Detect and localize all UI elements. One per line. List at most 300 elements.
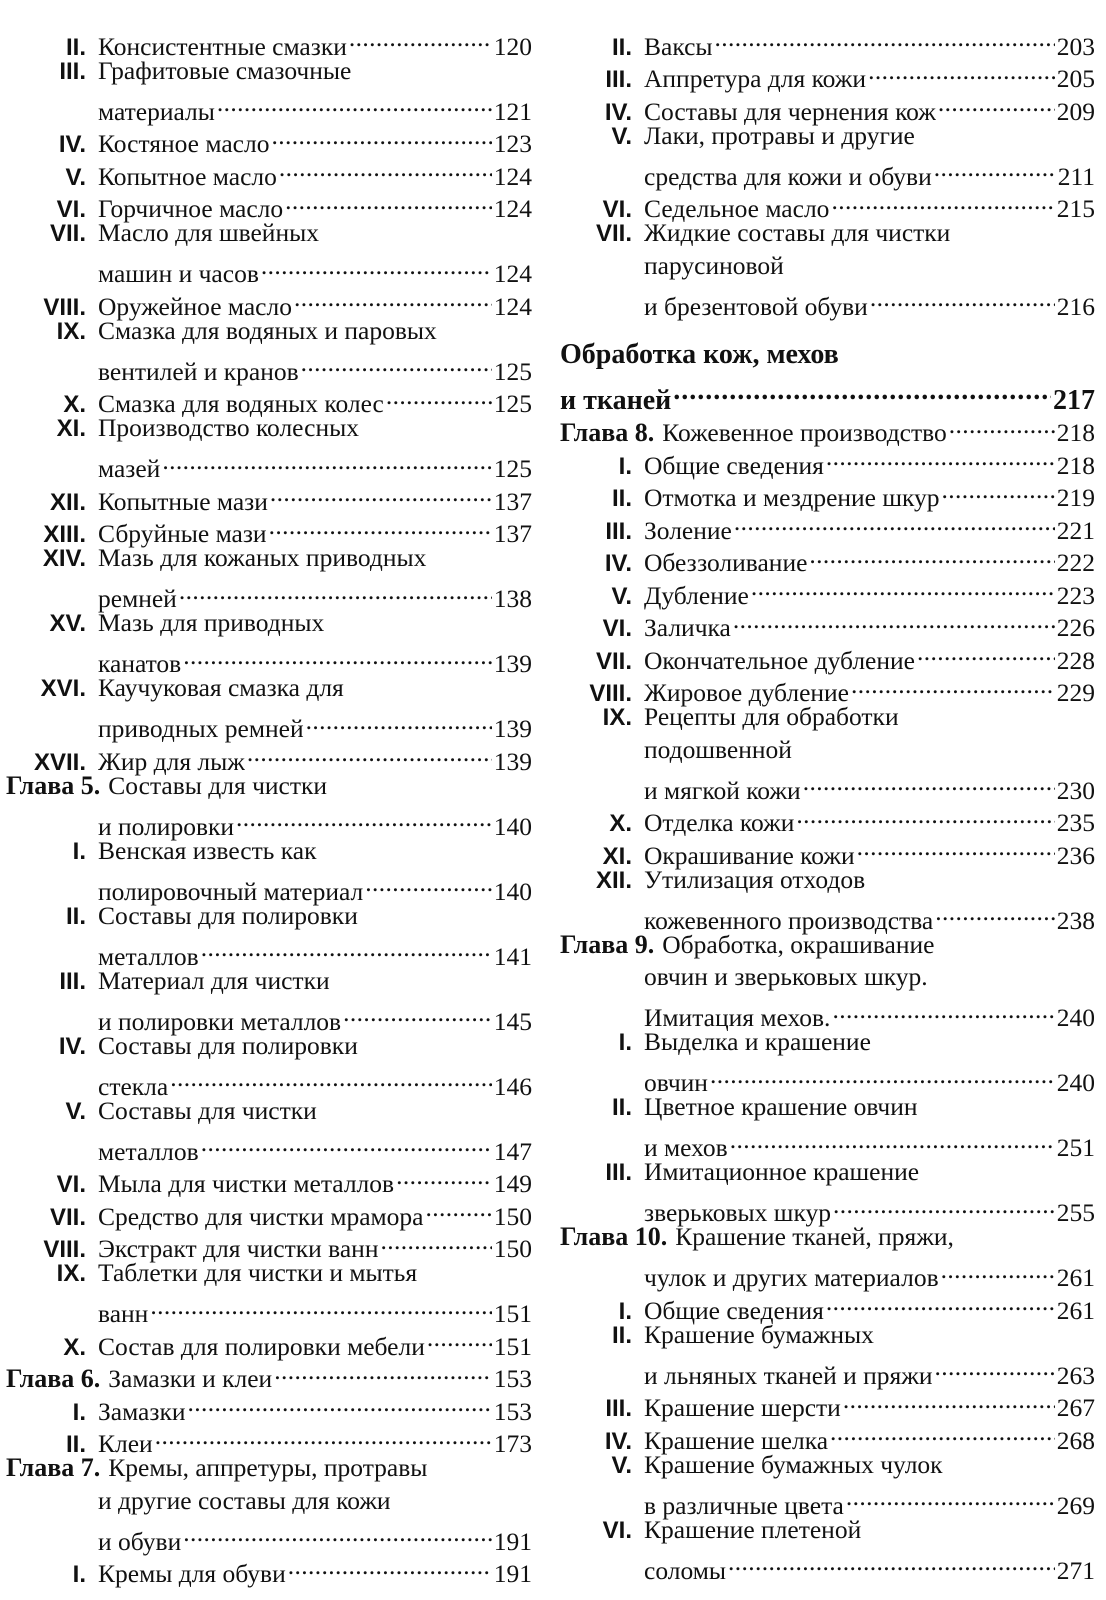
toc-entry-cont [560,1351,1095,1390]
dot-leader [199,932,492,965]
entry-title: Окончательное дубление [644,645,915,675]
toc-entry [6,1550,532,1588]
section-number: V. [611,1451,632,1479]
toc-chapter [560,929,1095,962]
section-number: I. [618,452,632,480]
section-number: IV. [604,1427,632,1455]
entry-title: Оружейное масло [98,291,292,321]
section-number: I. [618,1029,632,1056]
entry-title: Состав для полировки мебели [98,1331,425,1361]
section-number: III. [605,1395,632,1422]
entry-title: металлов [98,1136,199,1166]
section-number: I. [618,1297,632,1325]
page-number: 219 [1056,483,1095,512]
section-number: VI. [602,615,632,642]
entry-title: Горчичное масло [98,194,284,223]
dot-leader [749,571,1055,604]
toc-entry [560,22,1095,61]
page-number: 141 [493,941,532,971]
toc-entry-cont [6,347,532,386]
toc-entry [6,282,532,321]
toc-entry [6,1030,532,1063]
section-number: III. [605,66,632,93]
toc-left-column [6,22,532,1588]
page-number: 235 [1056,808,1095,837]
dot-leader [940,474,1055,507]
section-number: II. [65,1431,86,1458]
page-number: 139 [493,649,532,678]
dot-leader [269,120,491,153]
dot-leader [794,799,1054,832]
page-number: 271 [1056,1555,1095,1585]
toc-entry-cont [6,1517,532,1556]
page-number: 146 [493,1071,532,1101]
section-title: Обработка кож, мехов [560,338,839,370]
dot-leader [425,1322,492,1355]
entry-title: и мягкой кожи [644,775,801,805]
page-number: 269 [1056,1490,1095,1520]
section-number: II. [611,1094,632,1121]
toc-entry [560,1449,1095,1482]
page-number: 139 [493,746,532,776]
toc-entry-cont [560,1481,1095,1520]
chapter-label: Глава 9. [560,929,655,959]
dot-leader [292,282,492,315]
toc-entry [6,1095,532,1128]
dot-leader [866,55,1055,88]
toc-entry-cont [6,87,532,126]
page-number: 149 [493,1169,532,1198]
page-number: 221 [1056,515,1095,545]
section-number: XVI. [40,675,86,702]
dot-leader [199,1127,492,1160]
dot-leader [841,1384,1055,1417]
dot-leader [341,997,492,1030]
page-number: 151 [493,1299,532,1328]
entry-title: соломы [644,1555,726,1585]
entry-title: чулок и других материалов [644,1263,939,1292]
page-number: 215 [1056,194,1095,223]
entry-title: Крашение бумажных [644,1319,874,1349]
section-number: III. [59,57,86,85]
entry-title: Имитационное крашение [644,1157,920,1186]
section-number: VIII. [43,293,86,321]
toc-entry [6,672,532,705]
page-number: 124 [493,194,532,223]
toc-entry [6,1160,532,1198]
section-number: VI. [602,196,632,223]
section-number: XII. [595,866,632,894]
section-number: IV. [58,1032,86,1060]
section-number: V. [65,163,86,191]
entry-title: Рецепты для обработки [644,702,899,731]
page-number: 191 [493,1559,532,1588]
page-number: 240 [1056,1003,1095,1032]
toc-entry [6,737,532,776]
entry-title: Экстракт для чистки ванн [98,1234,379,1263]
section-number: VIII. [43,1236,86,1263]
section-number: VI. [56,196,86,223]
toc-entry [560,1091,1095,1124]
entry-title: Замазки [98,1396,186,1426]
section-number: VI. [602,1516,632,1544]
toc-entry-cont [6,250,532,288]
section-number: VI. [56,1171,86,1198]
page-number: 137 [493,519,532,548]
dot-leader [267,510,492,543]
dot-leader [828,1416,1055,1449]
page-number: 251 [1056,1133,1095,1162]
dot-leader [807,539,1054,572]
page-number: 209 [1056,96,1095,126]
entry-title: Костяное масло [98,129,270,158]
dot-leader [933,1351,1055,1384]
toc-entry [6,1322,532,1361]
entry-title: и мехов [644,1133,728,1162]
dot-leader [215,87,492,120]
toc-entry [560,799,1095,837]
dot-leader [245,737,492,770]
entry-title: Средство для чистки мрамора [98,1201,424,1231]
section-number: II. [65,902,86,930]
dot-leader [268,477,492,510]
section-heading [560,337,1095,373]
dot-leader [801,766,1055,799]
section-number: III. [605,1159,632,1186]
dot-leader [831,1189,1055,1222]
dot-leader [939,1254,1055,1287]
dot-leader [148,1290,491,1323]
dot-leader [824,441,1055,474]
toc-entry-cont [560,994,1095,1032]
dot-leader [272,1355,492,1388]
section-heading-cont [560,373,1095,416]
page-number: 218 [1056,450,1095,480]
toc-entry [6,835,532,868]
dot-leader [185,1387,491,1420]
dot-leader [855,831,1055,864]
dot-leader [731,604,1055,637]
dot-leader [160,445,491,478]
section-number: XII. [49,488,86,516]
section-number: XVII. [33,748,86,776]
page-number: 240 [1056,1068,1095,1097]
toc-entry [560,1026,1095,1059]
toc-entry-cont [6,802,532,841]
entry-title: Седельное масло [644,194,830,223]
section-number: IV. [58,131,86,158]
toc-entry [6,542,532,575]
entry-title: Масло для швейных [98,218,319,247]
entry-title: и брезентовой обуви [644,291,868,321]
toc-entry [560,864,1095,897]
dot-leader [732,506,1055,539]
entry-title: Каучуковая смазка для [98,673,344,702]
section-number: VII. [595,220,632,247]
toc-entry [6,900,532,933]
toc-entry-cont [6,932,532,971]
page-number: 238 [1056,905,1095,935]
toc-entry [6,22,532,61]
entry-title: Консистентные смазки [98,31,347,61]
dot-leader [363,867,491,900]
dot-leader [708,1059,1055,1092]
toc-entry-cont [6,867,532,906]
dot-leader [868,282,1055,315]
entry-title: Кремы для обуви [98,1559,286,1588]
page-number: 173 [493,1429,532,1458]
toc-entry [560,1319,1095,1352]
page-number: 153 [493,1396,532,1426]
entry-title: Крашение шерсти [644,1393,841,1422]
page-number: 228 [1056,645,1095,675]
entry-title: Общие сведения [644,1295,824,1325]
page-number: 138 [493,584,532,613]
toc-entry [6,412,532,445]
entry-title: Копытное масло [98,161,277,191]
entry-title: ремней [98,584,177,613]
section-number: XIII. [43,521,86,548]
entry-title: Составы для полировки [98,1030,358,1060]
section-number: X. [63,1333,86,1361]
toc-entry-cont [560,734,1095,767]
dot-leader [933,896,1055,929]
page-number: 124 [493,291,532,321]
section-number: XIV. [42,545,86,572]
entry-title: Имитация мехов. [644,1003,831,1032]
toc-entry-cont [6,997,532,1036]
entry-title: Обеззоливание [644,548,808,577]
page-number: 223 [1056,580,1095,610]
dot-leader [181,1517,492,1550]
chapter-title: Обработка, окрашивание [662,929,935,959]
page-number: 217 [1053,384,1095,416]
dot-leader [347,22,492,55]
entry-title: Отделка кожи [644,808,795,837]
entry-title: машин и часов [98,259,259,288]
dot-leader [671,373,1051,409]
entry-title: Крашение бумажных чулок [644,1449,943,1479]
page-number: 150 [493,1201,532,1231]
section-number: XI. [56,415,86,442]
chapter-label: Глава 10. [560,1222,668,1251]
section-number: II. [611,33,632,61]
dot-leader [259,250,492,283]
toc-entry-cont [560,1546,1095,1585]
dot-leader [932,152,1056,185]
entry-title: парусиновой [644,250,784,280]
section-number: II. [65,33,86,61]
dot-leader [423,1192,491,1225]
section-number: I. [72,837,86,865]
page-number: 145 [493,1006,532,1036]
toc-entry-cont [6,705,532,743]
section-number: IV. [604,98,632,126]
section-number: III. [605,517,632,545]
entry-title: канатов [98,649,182,678]
dot-leader [394,1160,492,1193]
page-number: 153 [493,1364,532,1393]
toc-right-column [560,22,1095,1585]
page-number: 139 [493,714,532,743]
toc-entry-cont [6,1485,532,1518]
page-number: 268 [1056,1425,1095,1455]
entry-title: Лаки, протравы и другие [644,120,915,150]
entry-title: Графитовые смазочные [98,55,352,85]
toc-entry [560,120,1095,153]
entry-title: Ваксы [644,31,713,61]
section-number: IV. [604,550,632,577]
dot-leader [283,185,492,218]
toc-entry [6,1257,532,1290]
dot-leader [844,1481,1055,1514]
page-number: 140 [493,876,532,906]
section-number: II. [611,1321,632,1349]
entry-title: зверьковых шкур [644,1198,831,1227]
entry-title: и обуви [98,1526,182,1556]
toc-chapter [560,1221,1095,1254]
toc-entry-cont [6,1290,532,1328]
section-number: VIII. [589,680,632,707]
section-number: VII. [49,1203,86,1231]
toc-entry-cont [6,640,532,678]
entry-title: Окрашивание кожи [644,840,855,870]
section-number: XV. [49,610,86,637]
entry-title: Крашение шелка [644,1425,829,1455]
section-number: X. [609,810,632,837]
toc-entry [6,315,532,348]
dot-leader [177,575,492,608]
toc-entry [6,217,532,250]
page-number: 216 [1056,291,1095,321]
section-number: IX. [56,1260,86,1287]
entry-title: ванн [98,1299,149,1328]
dot-leader [947,409,1055,442]
toc-entry-cont [560,961,1095,994]
toc-entry-cont [560,152,1095,191]
dot-leader [726,1546,1055,1579]
page-number: 267 [1056,1393,1095,1422]
page-number: 124 [493,259,532,288]
toc-entry [6,965,532,998]
dot-leader [728,1124,1055,1157]
section-number: IX. [56,317,86,345]
dot-leader [849,669,1055,702]
page-number: 121 [493,96,532,126]
dot-leader [168,1062,492,1095]
dot-leader [936,87,1055,120]
page-number: 140 [493,811,532,841]
entry-title: и полировки [98,811,235,841]
entry-title: металлов [98,941,199,971]
entry-title: овчин [644,1068,708,1097]
entry-title: и льняных тканей и пряжи [644,1360,933,1390]
toc-entry-cont [560,1124,1095,1162]
page-number: 261 [1056,1263,1095,1292]
chapter-label: Глава 5. [6,770,101,800]
toc-entry [560,701,1095,734]
dot-leader [277,152,492,185]
toc-entry-cont [6,445,532,483]
entry-title: Дубление [644,580,749,610]
dot-leader [378,1225,491,1258]
dot-leader [713,22,1055,55]
section-number: V. [65,1097,86,1125]
entry-title: Жидкие составы для чистки [644,218,951,247]
entry-title: Составы для полировки [98,900,358,930]
entry-title: Клеи [98,1429,153,1458]
entry-title: Составы для чернения кож [644,96,936,126]
page-number: 205 [1056,64,1095,93]
entry-title: Крашение плетеной [644,1514,862,1544]
entry-title: Аппретура для кожи [644,64,867,93]
section-number: VII. [595,647,632,675]
entry-title: средства для кожи и обуви [644,161,932,191]
page-number: 191 [493,1526,532,1556]
page-number: 147 [493,1136,532,1166]
section-number: III. [59,967,86,995]
entry-title: кожевенного производства [644,905,934,935]
section-number: V. [611,122,632,150]
toc-entry-cont [560,1189,1095,1227]
dot-leader [304,705,492,738]
entry-title: Цветное крашение овчин [644,1092,918,1121]
chapter-label: Глава 7. [6,1453,101,1482]
toc-entry [560,1514,1095,1547]
toc-chapter [6,1452,532,1485]
page-number: 211 [1057,161,1095,191]
toc-entry-cont [560,896,1095,935]
section-number: X. [63,391,86,418]
toc-entry [6,477,532,516]
entry-title: мазей [98,454,161,483]
entry-title: Смазка для водяных колес [98,389,384,418]
entry-title: Мазь для приводных [98,608,325,637]
toc-entry [560,1156,1095,1189]
entry-title: Копытные мази [98,486,268,516]
toc-entry [6,607,532,640]
page-number: 125 [493,389,532,418]
toc-entry-cont [560,1059,1095,1097]
page-number: 230 [1056,775,1095,805]
entry-title: вентилей и кранов [98,356,299,386]
page-number: 137 [493,486,532,516]
page-number: 263 [1056,1360,1095,1390]
entry-title: приводных ремней [98,714,304,743]
chapter-label: Глава 6. [6,1364,101,1393]
page-number: 123 [493,129,532,158]
chapter-title: Замазки и клеи [108,1364,273,1393]
toc-entry [560,1286,1095,1325]
chapter-title: Кожевенное производство [662,418,947,447]
entry-title: материалы [98,96,215,126]
dot-leader [234,802,492,835]
page-number: 124 [493,161,532,191]
entry-title: Смазка для водяных и паровых [98,315,437,345]
page-number: 125 [493,356,532,386]
chapter-title: Кремы, аппретуры, протравы [108,1453,428,1482]
page-number: 255 [1056,1198,1095,1227]
entry-title: Венская известь как [98,835,317,865]
page-number: 226 [1056,613,1095,642]
toc-entry-cont [560,250,1095,283]
page-number: 236 [1056,840,1095,870]
entry-title: Материал для чистки [98,965,330,995]
dot-leader [181,640,492,673]
section-number: I. [72,1398,86,1426]
section-number: V. [611,582,632,610]
dot-leader [153,1420,492,1453]
